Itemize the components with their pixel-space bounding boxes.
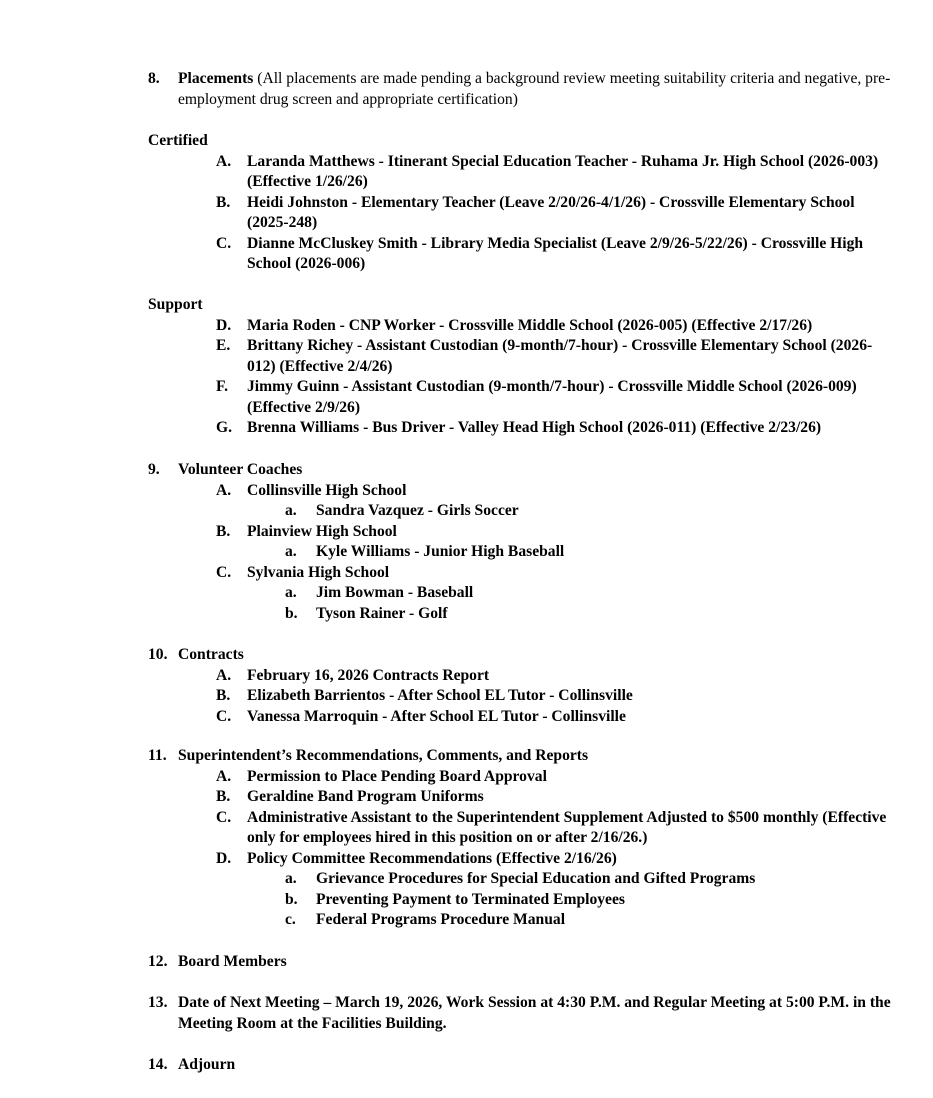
coach-text: Kyle Williams - Junior High Baseball: [316, 543, 565, 560]
support-heading: Support: [148, 296, 203, 313]
item-letter: A.: [216, 152, 232, 170]
school-item: [148, 563, 893, 584]
list-item: [148, 707, 893, 728]
item-text: Permission to Place Pending Board Approval: [247, 767, 547, 785]
item-text: Laranda Matthews - Itinerant Special Education Teacher - Ruhama Jr. High School (2026-003) (Effective 1/26/26): [247, 152, 879, 190]
certified-heading: Certified: [148, 132, 208, 149]
coach-item: [148, 501, 893, 522]
section-number: 12.: [148, 953, 168, 970]
item-letter: B.: [216, 687, 231, 704]
section-title: Superintendent’s Recommendations, Comments, and Reports: [178, 747, 589, 764]
section-next-meeting: [148, 993, 893, 1034]
item-text: February 16, 2026 Contracts Report: [247, 666, 490, 684]
item-letter: C.: [216, 234, 232, 252]
item-letter: b.: [285, 890, 298, 908]
coach-text: Sandra Vazquez - Girls Soccer: [316, 502, 519, 519]
item-letter: c.: [285, 911, 296, 928]
item-letter: B.: [216, 193, 231, 211]
item-letter: a.: [285, 502, 297, 519]
policy-text: Preventing Payment to Terminated Employees: [316, 890, 625, 908]
next-meeting-heading: [148, 993, 893, 1034]
item-text: Geraldine Band Program Uniforms: [247, 788, 484, 805]
policy-item: [148, 910, 893, 931]
coach-item: [148, 542, 893, 563]
item-text: Jimmy Guinn - Assistant Custodian (9-month/7-hour) - Crossville Middle School (2026-009) (Effective 2/9/26): [247, 378, 857, 416]
section-title: Volunteer Coaches: [178, 461, 303, 478]
item-letter: A.: [216, 481, 232, 499]
section-number: 10.: [148, 646, 168, 663]
item-letter: F.: [216, 378, 228, 395]
section-board-members: [148, 952, 893, 973]
list-item: [148, 193, 893, 234]
section-title: Board Members: [178, 953, 287, 970]
board-members-heading: [148, 952, 893, 973]
policy-item: [148, 869, 893, 890]
school-item: [148, 481, 893, 502]
contracts-heading: [148, 645, 893, 666]
section-volunteer-coaches: [148, 460, 893, 624]
section-adjourn: [148, 1055, 893, 1076]
policy-text: Grievance Procedures for Special Education and Gifted Programs: [316, 870, 756, 887]
item-text: Vanessa Marroquin - After School EL Tutor - Collinsville: [247, 707, 626, 725]
item-letter: a.: [285, 584, 297, 601]
list-item: [148, 316, 893, 337]
section-number: 8.: [148, 70, 160, 87]
item-text: Brenna Williams - Bus Driver - Valley Head High School (2026-011) (Effective 2/23/26): [247, 419, 822, 436]
item-text: Heidi Johnston - Elementary Teacher (Leave 2/20/26-4/1/26) - Crossville Elementary School (2025-248): [247, 193, 855, 231]
coach-item: [148, 583, 893, 604]
item-letter: C.: [216, 808, 232, 826]
item-text: Maria Roden - CNP Worker - Crossville Middle School (2026-005) (Effective 2/17/26): [247, 316, 813, 334]
list-item: [148, 767, 893, 788]
policy-item: [148, 890, 893, 911]
list-item: [148, 787, 893, 808]
item-text: Policy Committee Recommendations (Effective 2/16/26): [247, 849, 617, 867]
item-letter: E.: [216, 337, 231, 354]
list-item: [148, 849, 893, 870]
section-number: 9.: [148, 461, 160, 478]
section-placements: [148, 69, 893, 110]
certified-group: [148, 131, 893, 275]
item-letter: D.: [216, 316, 232, 334]
item-text: Dianne McCluskey Smith - Library Media Specialist (Leave 2/9/26-5/22/26) - Crossville High School (2026-006): [247, 234, 864, 272]
item-letter: a.: [285, 543, 297, 560]
school-name: Collinsville High School: [247, 481, 407, 499]
list-item: [148, 666, 893, 687]
section-number: 14.: [148, 1056, 168, 1073]
item-letter: B.: [216, 788, 231, 805]
volunteer-coaches-heading: [148, 460, 893, 481]
item-letter: C.: [216, 707, 232, 725]
school-name: Sylvania High School: [247, 563, 390, 581]
item-letter: D.: [216, 849, 232, 867]
list-item: [148, 686, 893, 707]
item-letter: A.: [216, 666, 232, 684]
list-item: [148, 418, 893, 439]
section-superintendent: [148, 746, 893, 931]
support-group: [148, 295, 893, 439]
section-title: Placements: [178, 70, 254, 87]
list-item: [148, 152, 893, 193]
section-contracts: [148, 645, 893, 727]
coach-text: Tyson Rainer - Golf: [316, 604, 448, 622]
item-letter: C.: [216, 563, 232, 581]
placements-note: (All placements are made pending a background review meeting suitability criteria and negative, pre-employment drug screen and appropriate certification): [178, 70, 891, 108]
adjourn-heading: [148, 1055, 893, 1076]
item-text: Elizabeth Barrientos - After School EL Tutor - Collinsville: [247, 687, 633, 704]
school-item: [148, 522, 893, 543]
list-item: [148, 234, 893, 275]
section-number: 11.: [148, 747, 167, 764]
policy-text: Federal Programs Procedure Manual: [316, 911, 566, 928]
item-text: Brittany Richey - Assistant Custodian (9-month/7-hour) - Crossville Elementary School (2026-012) (Effective 2/4/26): [247, 337, 873, 375]
item-letter: b.: [285, 604, 298, 622]
next-meeting-text: Date of Next Meeting – March 19, 2026, Work Session at 4:30 P.M. and Regular Meeting at 5:00 P.M. in the Meeting Room at the Facilities Building.: [178, 994, 891, 1032]
item-letter: a.: [285, 870, 297, 887]
list-item: [148, 377, 893, 418]
list-item: [148, 808, 893, 849]
section-title: Adjourn: [178, 1056, 236, 1073]
list-item: [148, 336, 893, 377]
coach-text: Jim Bowman - Baseball: [316, 584, 474, 601]
item-letter: A.: [216, 767, 232, 785]
item-letter: G.: [216, 419, 233, 436]
school-name: Plainview High School: [247, 522, 397, 540]
superintendent-heading: [148, 746, 893, 767]
item-letter: B.: [216, 522, 231, 540]
section-title: Contracts: [178, 646, 244, 663]
placements-heading: [148, 69, 893, 110]
coach-item: [148, 604, 893, 625]
section-number: 13.: [148, 994, 168, 1011]
item-text: Administrative Assistant to the Superintendent Supplement Adjusted to $500 monthly (Effective only for employees hired in this position on or after 2/16/26.): [247, 808, 887, 846]
